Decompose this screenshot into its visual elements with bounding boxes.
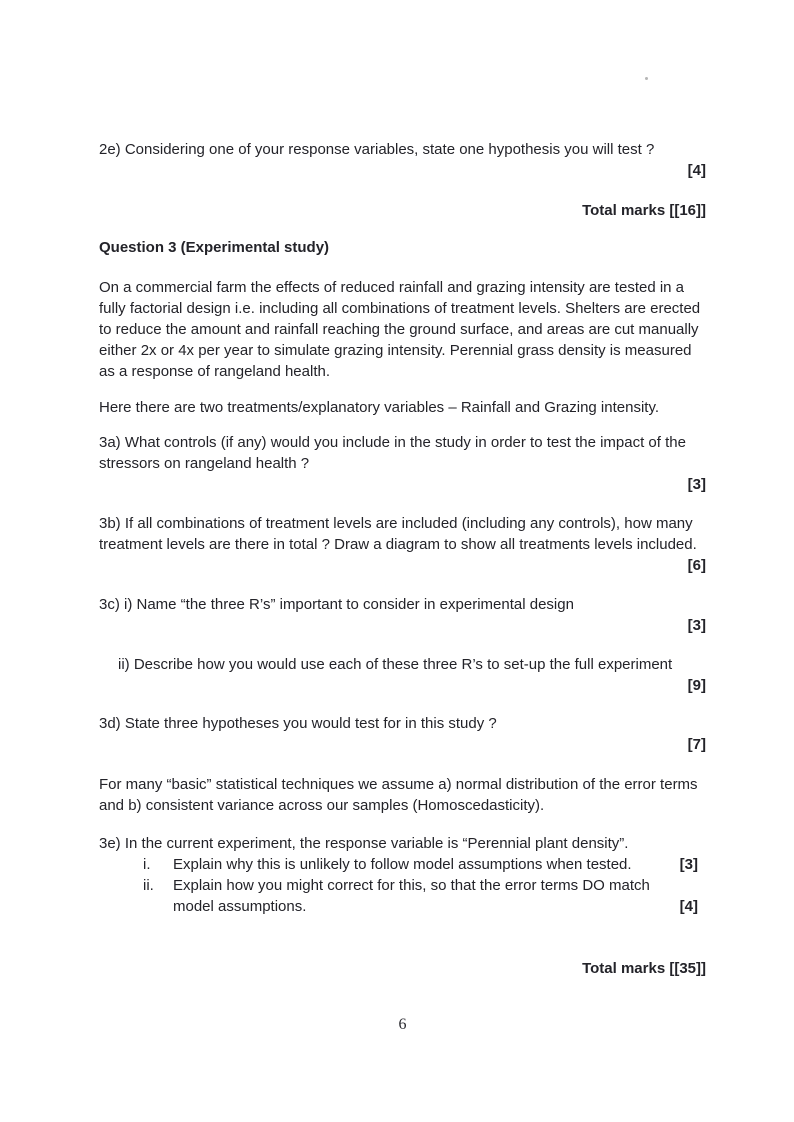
total-marks-question-3: Total marks [[35]] (582, 960, 706, 977)
question-2e-marks: [4] (687, 162, 706, 179)
question-3c-i (99, 594, 706, 636)
question-3c-ii-text: ii) Describe how you would use each of these three R’s to set-up the full experiment (118, 656, 673, 673)
question-2e-text: 2e) Considering one of your response variables, state one hypothesis you will test ? (99, 141, 655, 158)
subitem-i-text: Explain why this is unlikely to follow model assumptions when tested. (173, 856, 632, 873)
subitem-ii-label: ii. (143, 877, 154, 894)
question-3c-i-text: 3c) i) Name “the three R’s” important to consider in experimental design (99, 596, 574, 613)
question-3e-text: 3e) In the current experiment, the response variable is “Perennial plant density”. (99, 835, 629, 852)
question-3-intro: On a commercial farm the effects of reduced rainfall and grazing intensity are tested in a fully factorial design i.e. including all combinations of treatment levels. Shelters are erected to reduce the amount and rainfall reaching the ground surface, and areas are cut manually either 2x or 4x per year to simulate grazing intensity. Perennial grass density is measured as a response of rangeland health. (99, 279, 701, 380)
question-3a (99, 432, 706, 495)
question-3d-text: 3d) State three hypotheses you would test for in this study ? (99, 715, 497, 732)
subitem-i-marks: [3] (679, 856, 698, 873)
question-3c-i-marks: [3] (687, 617, 706, 634)
subitem-ii-text: Explain how you might correct for this, so that the error terms DO match model assumptions. (173, 877, 650, 915)
exam-content (99, 139, 706, 1035)
question-3d (99, 713, 706, 755)
question-3c-ii (99, 654, 706, 696)
assumptions-note: For many “basic” statistical techniques we assume a) normal distribution of the error terms and b) consistent variance across our samples (Homoscedasticity). (99, 776, 698, 814)
question-3d-marks: [7] (687, 736, 706, 753)
question-3a-text: 3a) What controls (if any) would you include in the study in order to test the impact of the stressors on rangeland health ? (99, 434, 686, 472)
subitem-i-label: i. (143, 856, 151, 873)
question-3-treatments-note: Here there are two treatments/explanatory variables – Rainfall and Grazing intensity. (99, 399, 660, 416)
question-3a-marks: [3] (687, 476, 706, 493)
total-marks-question-2: Total marks [[16]] (582, 202, 706, 219)
scan-artifact-dot (645, 77, 648, 80)
page-number: 6 (398, 1016, 407, 1033)
subitem-i (99, 854, 706, 875)
subitem-ii (99, 875, 706, 917)
question-3c-ii-marks: [9] (687, 677, 706, 694)
question-3b-marks: [6] (687, 557, 706, 574)
question-3e (99, 833, 706, 917)
question-3b (99, 513, 706, 576)
question-3e-sublist (99, 854, 706, 917)
question-2e (99, 139, 706, 181)
subitem-ii-marks: [4] (679, 898, 698, 915)
question-3-heading: Question 3 (Experimental study) (99, 239, 330, 256)
question-3b-text: 3b) If all combinations of treatment levels are included (including any controls), how many treatment levels are there in total ? Draw a diagram to show all treatments levels included. (99, 515, 697, 553)
